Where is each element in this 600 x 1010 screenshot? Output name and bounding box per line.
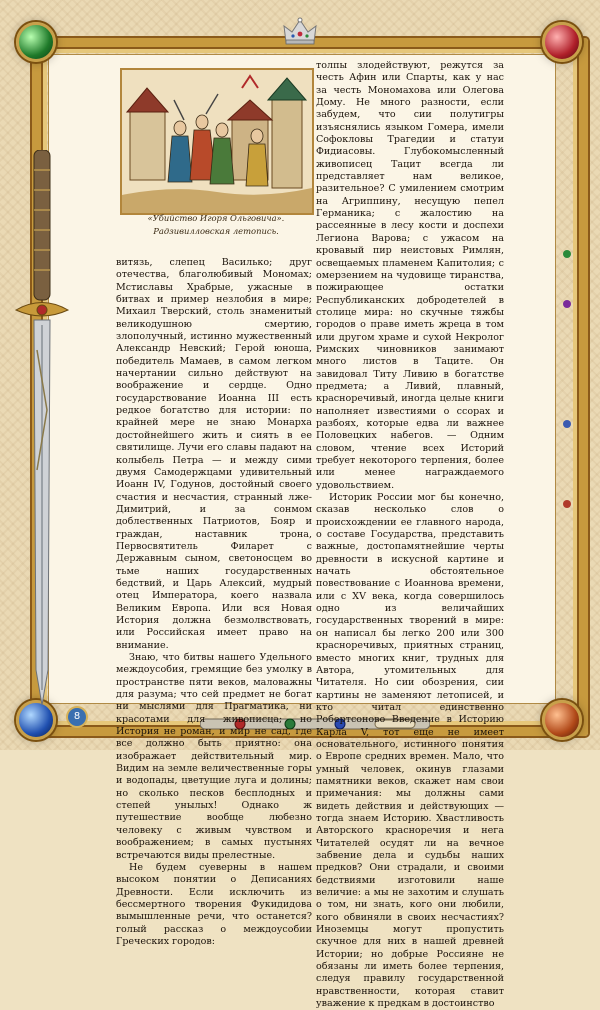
paragraph: толпы злодействуют, режутся за честь Афин или Спарты, как у нас за честь Мономахова или Олегова Дому. Не много разности, если забудем, что сии полутигры изъяснялись языком Гомера, имели Софокловы Трагедии и статуи Фидиасовы. Глубокомысленный живописец Тацит всегда ли представляет нам великое, разительное? С умилением смотрим на Агриппину, несущую пепел Германика; с жалостию на рассеянные в лесу кости и доспехи Легиона Варова; с ужасом на кровавый пир неистовых Римлян, освещаемых пламенем Капитолия; с омерзением на чудовище тиранства, пожирающее остатки Республиканских добродетелей в столице мира: но скучные тяжбы городов о праве иметь жреца в том или другом храме и сухой Некролог Римских чиновников занимают много листов в Таците. Он завидовал Титу Ливию в богатстве предмета; а Ливий, плавный, красноречивый, иногда целые книги наполняет известиями о ссорах и разбоях, которые едва ли важнее Половецких набегов. — Одним словом, чтение всех Историй требует некоторого терпения, более или менее награждаемого удовольствием. (316, 60, 504, 491)
side-gem-icon (563, 420, 571, 428)
paragraph: витязь, слепец Василько; друг отечества, благолюбивый Мономах; Мстиславы Храбрые, ужасные в битвах и пример незлобия в мире; Михаил Тверский, столь знаменитый великодушною смертию, злополучный, истинно мужественный Александр Невский; Герой юноша, победитель Мамаев, в самом легком начертании сильно действуют на воображение и сердце. Одно государствование Иоанна III есть редкое богатство для истории: по крайней мере не знаю Монарха достойнейшего жить и сиять в ее святилище. Лучи его славы падают на колыбель Петра — и между сими двумя Самодержцами удивительный Иоанн IV, Годунов, достойный своего счастия и несчастия, странный лже-Димитрий, и за сонмом доблественных Патриотов, Бояр и граждан, наставник трона, Первосвятитель Филарет с Державным сыном, светоносцем во тьме наших государственных бедствий, и Царь Алексий, мудрый отец Императора, коего назвала Великим Европа. Или вся Новая История должна безмолвствовать, или Российская имеет право на внимание. (116, 257, 312, 651)
side-gem-icon (563, 250, 571, 258)
paragraph: Историк России мог бы конечно, сказав несколько слов о происхождении ее главного народа, о составе Государства, представить важные, достопамятнейшие черты древности в искусной картине и начать обстоятельное повествование с Иоаннова времени, или с XV века, когда совершилось одно из величайших государственных творений в мире: он написал бы легко 200 или 300 красноречивых, приятных страниц, вместо многих книг, трудных для Автора, утомительных для Читателя. Но сии обозрения, сии картины не заменяют летописей, и кто читал единственно Робертсоново Введение в Историю Карла V, тот еще не имеет основательного, истинного понятия о Европе средних времен. Мало, что умный человек, окинув глазами памятники веков, скажет нам свои примечания: мы должны сами видеть действия и действующих — тогда знаем Историю. Хвастливость Авторского красноречия и нега Читателей осудят ли на вечное забвение дела и судьбы наших предков? Они страдали, и своими бедствиями изготовили наше величие: а мы не захотим и слушать о том, ни знать, кого они любили, кого обвиняли в своих несчастиях? Иноземцы могут пропустить скучное для них в нашей древней Истории; но добрые Россияне не обязаны ли иметь более терпения, следуя правилу государственной нравственности, которая ставит уважение к предкам в достоинство (316, 492, 504, 1010)
illustration-caption (116, 212, 316, 256)
dagger-icon (12, 150, 72, 710)
left-text-column (116, 257, 312, 948)
crown-icon (282, 16, 318, 46)
garnet-jewel-icon (542, 700, 582, 740)
caption-source: Радзивилловская летопись. (153, 226, 279, 236)
right-text-column (316, 60, 504, 1010)
emerald-jewel-icon (16, 22, 56, 62)
side-gem-icon (563, 300, 571, 308)
caption-title: «Убийство Игоря Ольговича». (147, 213, 285, 223)
miniature-illustration (120, 68, 314, 215)
paragraph: Знаю, что битвы нашего Удельного междоусобия, гремящие без умолку в пространстве пяти веков, маловажны для разума; что сей предмет не богат ни мыслями для Прагматика, ни красотами для живописца; но История не роман, и мир не сад, где все должно быть приятно: она изображает действительный мир. Видим на земле величественные горы и водопады, цветущие луга и долины; но сколько песков бесплодных и степей унылых! Однако ж путешествие вообще любезно человеку с живым чувством и воображением; в самых пустынях встречаются виды прелестные. (116, 652, 312, 861)
side-gem-icon (563, 500, 571, 508)
ruby-jewel-icon (542, 22, 582, 62)
page-number: 8 (66, 706, 88, 728)
paragraph: Не будем суеверны в нашем высоком понятии о Деписаниях Древности. Если исключить из бессмертного творения Фукидидова вымышленные речи, что останется? голый рассказ о междоусобии Греческих городов: (116, 861, 312, 947)
